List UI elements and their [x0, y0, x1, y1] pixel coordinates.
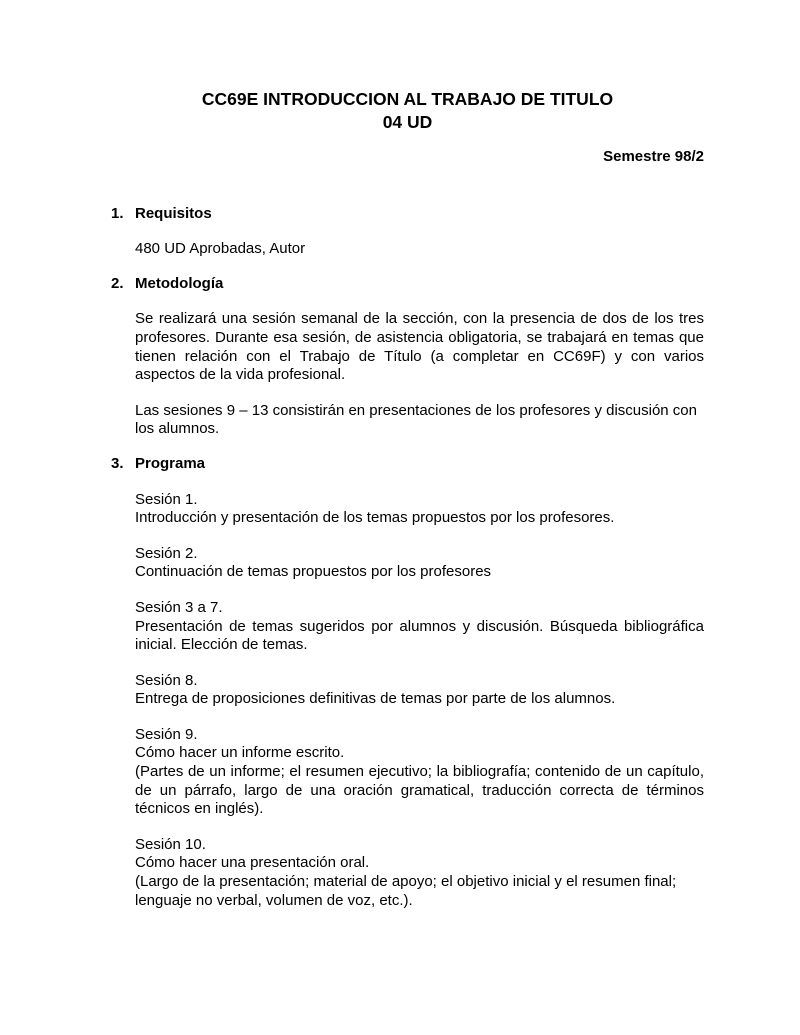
session-text: Introducción y presentación de los temas propuestos por los profesores.: [135, 509, 615, 527]
section-metodologia: [111, 275, 704, 439]
session-block-9: [135, 726, 704, 819]
session-label: Sesión 9.: [135, 725, 198, 743]
section-body: [135, 491, 704, 911]
session-text: Cómo hacer un informe escrito.: [135, 744, 345, 762]
section-heading: [111, 455, 704, 474]
section-heading: [111, 275, 704, 294]
doc-title-line2: 04 UD: [382, 112, 433, 132]
section-body: [135, 310, 704, 439]
session-text: (Largo de la presentación; material de apoyo; el objetivo inicial y el resumen final; lenguaje no verbal, volumen de voz, etc.).: [135, 873, 677, 909]
section-heading-text: Metodología: [135, 274, 224, 292]
session-label: Sesión 8.: [135, 671, 198, 689]
section-heading-text: Programa: [135, 454, 206, 472]
session-block-8: [135, 672, 704, 709]
section-requisitos: [111, 205, 704, 259]
paragraph: Las sesiones 9 – 13 consistirán en presentaciones de los profesores y discusión con los alumnos.: [135, 401, 697, 438]
section-body: [135, 240, 704, 259]
session-block-10: [135, 836, 704, 910]
session-label: Sesión 10.: [135, 835, 206, 853]
section-number: 3.: [111, 454, 124, 472]
session-text: (Partes de un informe; el resumen ejecutivo; la bibliografía; contenido de un capítulo, de un párrafo, largo de una oración gramatical, traducción correcta de términos técnicos en inglés).: [135, 763, 704, 818]
session-block-3a7: [135, 599, 704, 655]
section-heading-text: Requisitos: [135, 204, 212, 222]
session-block-2: [135, 545, 704, 582]
session-text: Cómo hacer una presentación oral.: [135, 854, 370, 872]
session-text: Continuación de temas propuestos por los profesores: [135, 563, 492, 581]
session-label: Sesión 2.: [135, 544, 198, 562]
doc-title: [111, 88, 704, 134]
semester-label: Semestre 98/2: [603, 148, 704, 165]
session-block-1: [135, 491, 704, 528]
paragraph: Se realizará una sesión semanal de la sección, con la presencia de dos de los tres profesores. Durante esa sesión, de asistencia obligatoria, se trabajará en temas que tienen relación con el Trabajo de Título (a completar en CC69F) y con varios aspectos de la vida profesional.: [135, 310, 704, 384]
session-text: Presentación de temas sugeridos por alumnos y discusión. Búsqueda bibliográfica inicial. Elección de temas.: [135, 617, 704, 654]
paragraph: 480 UD Aprobadas, Autor: [135, 240, 306, 258]
section-number: 2.: [111, 274, 124, 292]
section-number: 1.: [111, 204, 124, 222]
session-label: Sesión 3 a 7.: [135, 598, 223, 616]
session-label: Sesión 1.: [135, 490, 198, 508]
section-heading: [111, 205, 704, 224]
section-programa: [111, 455, 704, 910]
session-text: Entrega de proposiciones definitivas de temas por parte de los alumnos.: [135, 690, 616, 708]
doc-title-line1: CC69E INTRODUCCION AL TRABAJO DE TITULO: [201, 89, 614, 109]
